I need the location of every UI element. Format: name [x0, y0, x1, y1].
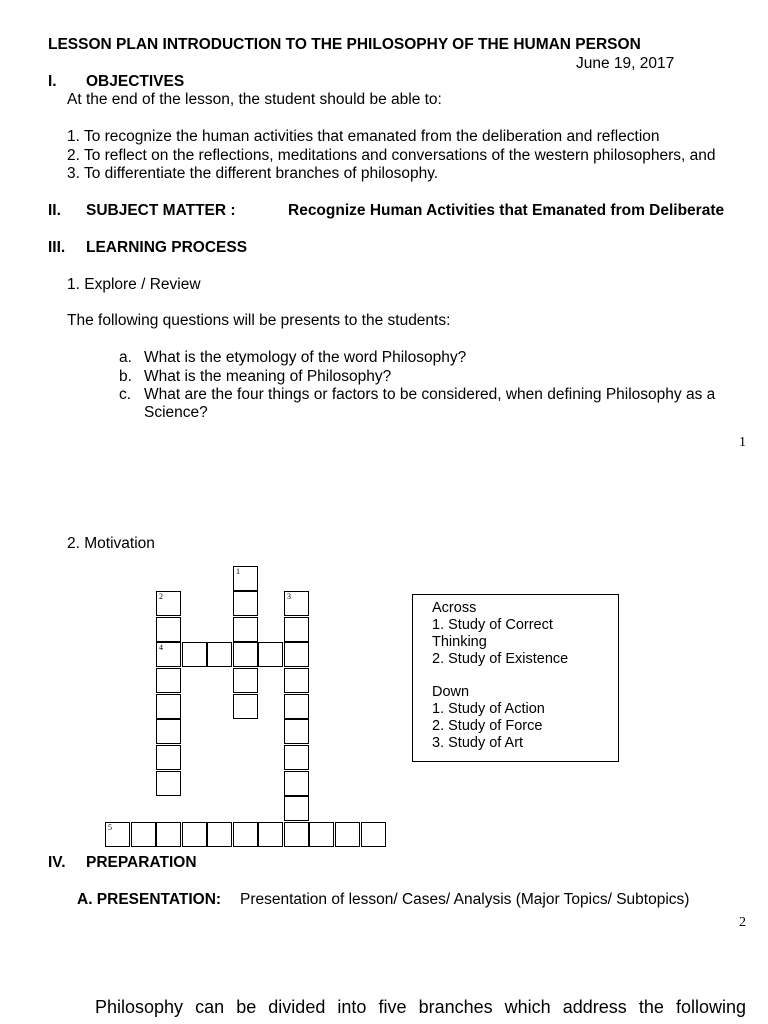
- objectives-numeral: I.: [48, 73, 57, 90]
- down-clue: 2. Study of Force: [432, 718, 543, 734]
- crossword-cell[interactable]: [258, 642, 283, 667]
- lesson-date: June 19, 2017: [576, 55, 675, 72]
- question-letter: c.: [119, 386, 132, 403]
- crossword-cell[interactable]: [233, 591, 258, 616]
- crossword-cell[interactable]: [284, 745, 309, 770]
- clue-number: 1: [236, 567, 240, 576]
- crossword-cell[interactable]: [156, 617, 181, 642]
- crossword-cell[interactable]: [207, 822, 232, 847]
- down-clue: 3. Study of Art: [432, 735, 524, 751]
- question-letter: a.: [119, 349, 132, 366]
- crossword-cell[interactable]: [131, 822, 156, 847]
- clue-number: 5: [108, 823, 112, 832]
- crossword-cell[interactable]: [156, 771, 181, 796]
- objectives-heading: OBJECTIVES: [86, 73, 185, 90]
- preparation-heading: PREPARATION: [86, 854, 197, 871]
- learning-process-heading: LEARNING PROCESS: [86, 239, 248, 256]
- branches-paragraph: Philosophy can be divided into five branches which address the following: [95, 997, 746, 1017]
- across-clue: Thinking: [432, 634, 487, 650]
- crossword-cell[interactable]: [284, 719, 309, 744]
- learning-process-numeral: III.: [48, 239, 66, 256]
- page-title: LESSON PLAN INTRODUCTION TO THE PHILOSOPHY OF THE HUMAN PERSON: [48, 36, 641, 53]
- crossword-cell[interactable]: [284, 642, 309, 667]
- crossword-cell[interactable]: [284, 668, 309, 693]
- crossword-cell[interactable]: [182, 642, 207, 667]
- crossword-cell[interactable]: [156, 719, 181, 744]
- across-clue: 2. Study of Existence: [432, 651, 569, 667]
- question-letter: b.: [119, 368, 132, 385]
- crossword-cell[interactable]: [156, 822, 181, 847]
- page-number: 1: [739, 435, 746, 450]
- crossword-cell[interactable]: [361, 822, 386, 847]
- clue-number: 4: [159, 643, 163, 652]
- crossword-cell[interactable]: [309, 822, 334, 847]
- crossword-cell[interactable]: [207, 642, 232, 667]
- crossword-cell[interactable]: [335, 822, 360, 847]
- crossword-cell[interactable]: [284, 694, 309, 719]
- crossword-cell[interactable]: [284, 771, 309, 796]
- crossword-cell[interactable]: [284, 617, 309, 642]
- objective-item: 1. To recognize the human activities that emanated from the deliberation and reflection: [67, 128, 660, 145]
- crossword-cell[interactable]: [182, 822, 207, 847]
- question-text: What is the meaning of Philosophy?: [144, 368, 392, 385]
- questions-intro: The following questions will be presents to the students:: [67, 312, 451, 329]
- crossword-cell[interactable]: [284, 591, 309, 616]
- crossword-cell[interactable]: [156, 642, 181, 667]
- crossword-cell[interactable]: [258, 822, 283, 847]
- crossword-cell[interactable]: [284, 822, 309, 847]
- question-text: What is the etymology of the word Philosophy?: [144, 349, 467, 366]
- crossword-cell[interactable]: [156, 668, 181, 693]
- crossword-cell[interactable]: [156, 591, 181, 616]
- crossword-cell[interactable]: [105, 822, 130, 847]
- question-text: What are the four things or factors to be considered, when defining Philosophy as a: [144, 386, 716, 403]
- subject-matter-heading: SUBJECT MATTER :: [86, 202, 236, 219]
- question-text-continued: Science?: [144, 404, 208, 421]
- crossword-cell[interactable]: [233, 668, 258, 693]
- crossword-cell[interactable]: [233, 642, 258, 667]
- crossword-clue-box: [412, 594, 619, 762]
- preparation-numeral: IV.: [48, 854, 66, 871]
- objectives-intro: At the end of the lesson, the student should be able to:: [67, 91, 442, 108]
- down-clue: 1. Study of Action: [432, 701, 545, 717]
- subject-matter-numeral: II.: [48, 202, 61, 219]
- crossword-cell[interactable]: [156, 694, 181, 719]
- crossword-cell[interactable]: [284, 796, 309, 821]
- across-clue: 1. Study of Correct: [432, 617, 553, 633]
- explore-review-step: 1. Explore / Review: [67, 276, 201, 293]
- across-heading: Across: [432, 600, 477, 616]
- page-number: 2: [739, 915, 746, 930]
- objective-item: 2. To reflect on the reflections, meditations and conversations of the western philosophers, and: [67, 147, 716, 164]
- clue-number: 3: [287, 592, 291, 601]
- down-heading: Down: [432, 684, 470, 700]
- crossword-cell[interactable]: [233, 822, 258, 847]
- crossword-cell[interactable]: [233, 617, 258, 642]
- crossword-cell[interactable]: [233, 566, 258, 591]
- clue-number: 2: [159, 592, 163, 601]
- objective-item: 3. To differentiate the different branches of philosophy.: [67, 165, 439, 182]
- presentation-label: A. PRESENTATION:: [77, 891, 222, 908]
- subject-matter-value: Recognize Human Activities that Emanated from Deliberate: [288, 202, 725, 219]
- crossword-cell[interactable]: [233, 694, 258, 719]
- presentation-text: Presentation of lesson/ Cases/ Analysis (Major Topics/ Subtopics): [240, 891, 690, 908]
- crossword-cell[interactable]: [156, 745, 181, 770]
- motivation-step: 2. Motivation: [67, 535, 155, 552]
